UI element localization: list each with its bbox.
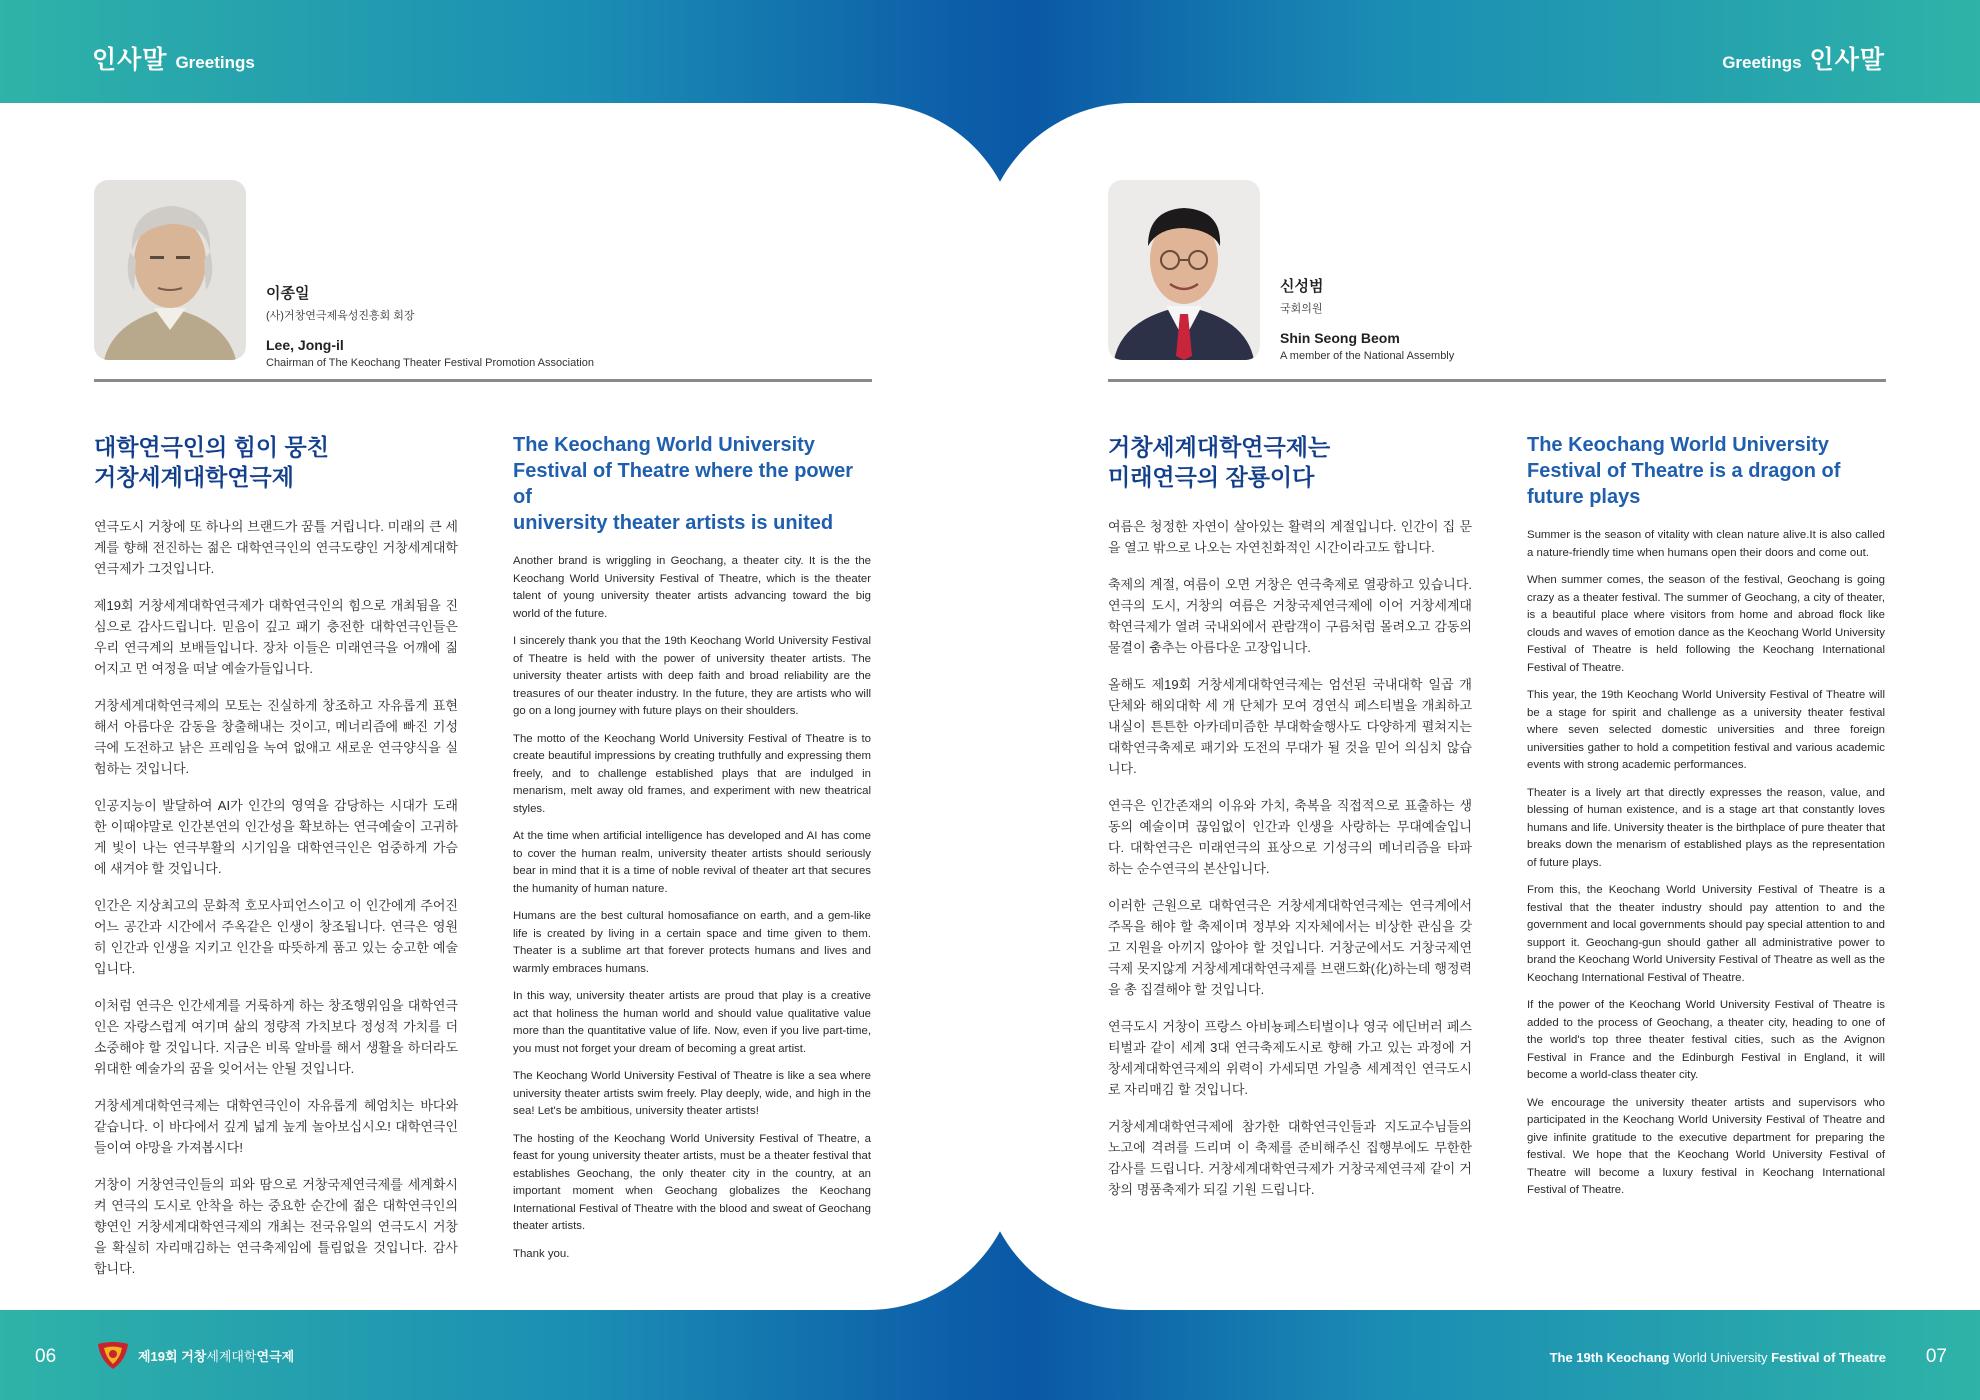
footer-logo-text: 제19회 거창세계대학연극제	[138, 1348, 295, 1364]
left-en-heading	[513, 432, 871, 536]
right-en-paragraph: We encourage the university theater artists and supervisors who participated in the Keochang World University Festival of Theatre and give infinite gratitude to the executive department for preparing the festival. We hope that the Keochang World University Festival of Theatre will become a luxury festival in Keochang International Festival of Theatre.	[1527, 1096, 1885, 1196]
bio-lee	[266, 282, 594, 369]
portrait-lee-image	[94, 180, 246, 360]
page-number-left: 06	[35, 1346, 57, 1367]
footer-festival-name: The 19th Keochang World University Festival of Theatre	[1549, 1350, 1886, 1365]
right-ko-paragraph: 이러한 근원으로 대학연극은 거창세계대학연극제는 연극계에서 주목을 해야 할 축제이며 정부와 지자체에서는 비상한 관심을 갖고 지원을 아끼지 않아야 할 것입니다. 거창군에서도 거창국제연극제 못지않게 거창세계대학연극제를 브랜드화(化)하는데 행정력을 총 집결해야 할 것입니다.	[1108, 898, 1472, 997]
left-ko-paragraph: 거창세계대학연극제의 모토는 진실하게 창조하고 자유롭게 표현해서 아름다운 감동을 창출해내는 것이고, 메너리즘에 빠진 기성극에 도전하고 낡은 프레임을 녹여 없애고 새로운 연극양식을 실험하는 것입니다.	[94, 698, 458, 776]
left-ko-paragraph: 연극도시 거창에 또 하나의 브랜드가 꿈틀 거립니다. 미래의 큰 세계를 향해 전진하는 젊은 대학연극인의 연극도량인 거창세계대학연극제가 그것입니다.	[94, 519, 458, 576]
right-ko-paragraph: 연극도시 거창이 프랑스 아비뇽페스티벌이나 영국 에딘버러 페스티벌과 같이 세계 3대 연극축제도시로 향해 가고 있는 과정에 거창세계대학연극제의 위력이 가세되면 가일층 세계적인 연극도시로 자리매김 할 것입니다.	[1108, 1019, 1472, 1097]
left-ko-paragraph: 거창이 거창연극인들의 피와 땀으로 거창국제연극제를 세계화시켜 연극의 도시로 안착을 하는 중요한 순간에 젊은 대학연극인의 향연인 거창세계대학연극제의 개최는 전국유일의 연극도시 거창을 확실히 자리매김하는 연극축제임에 틀림없을 것입니다. 감사합니다.	[94, 1177, 458, 1276]
right-ko-paragraph: 거창세계대학연극제에 참가한 대학연극인들과 지도교수님들의 노고에 격려를 드리며 이 축제를 준비해주신 집행부에도 무한한 감사를 드립니다. 거창세계대학연극제가 거창국제연극제 같이 거창의 명품축제가 되길 기원 드립니다.	[1108, 1119, 1472, 1197]
left-ko-heading-line1: 대학연극인의 힘이 뭉친	[94, 434, 329, 460]
person-title-ko: 국회의원	[1280, 303, 1323, 315]
left-ko-paragraph: 거창세계대학연극제는 대학연극인이 자유롭게 헤엄치는 바다와 같습니다. 이 바다에서 깊게 넓게 높게 놀아보십시오! 대학연극인들이여 야망을 가져봅시다!	[94, 1098, 458, 1155]
right-ko-paragraph: 축제의 계절, 여름이 오면 거창은 연극축제로 열광하고 있습니다. 연극의 도시, 거창의 여름은 거창국제연극제에 이어 거창세계대학연극제가 열려 국내외에서 관람객이 구름처럼 몰려오고 감동의 물결이 춤추는 아름다운 고장입니다.	[1108, 577, 1472, 655]
right-en-heading	[1527, 432, 1885, 510]
right-ko-heading	[1108, 432, 1472, 492]
person-name-en: Shin Seong Beom	[1280, 330, 1400, 346]
right-en-heading-line2: Festival of Theatre is a dragon of	[1527, 460, 1841, 482]
left-en-paragraph: The hosting of the Keochang World University Festival of Theatre, a feast for young university theater artists, must be a theater festival that establishes Geochang, the only theater city in the country, at an important moment when Geochang globalizes the Keochang International Festival of Theatre with the blood and sweat of Geochang theater artists.	[513, 1132, 871, 1232]
header-right	[1722, 40, 1885, 76]
left-en-heading-line1: The Keochang World University	[513, 434, 815, 456]
right-en-paragraph: When summer comes, the season of the festival, Geochang is going crazy as a theater festival. The summer of Geochang, a city of theater, is a beautiful place where visitors from home and abroad flock like clouds and waves of emotion dance as the Keochang World University Festival of Theatre is held following the Keochang International Festival of Theatre.	[1527, 574, 1885, 674]
left-en-paragraph: In this way, university theater artists are proud that play is a creative act that holiness the human world and should value qualitative value more than the quantitative value of life. Now, even if you live part-time, you must not forget your dream of becoming a great artist.	[513, 990, 871, 1055]
divider-left	[94, 379, 872, 382]
right-ko-heading-line1: 거창세계대학연극제는	[1108, 434, 1331, 460]
header-right-en: Greetings	[1722, 53, 1802, 72]
right-en-paragraph: If the power of the Keochang World University Festival of Theatre is added to the process of Geochang, a theater city, heading to one of the world's top three theater festival cities, such as the Avignon Festival in France and the Edinburgh Festival in England, it will become a world-class theater city.	[1527, 999, 1885, 1081]
left-en-paragraph: The Keochang World University Festival of Theatre is like a sea where university theater artists swim freely. Play deeply, wide, and high in the sea! Let's be ambitious, university theater artists!	[513, 1070, 871, 1117]
left-en-paragraph: At the time when artificial intelligence has developed and AI has come to cover the human realm, university theater artists should seriously bear in mind that it is a time of noble revival of theater art that secures the humanity of human nature.	[513, 830, 871, 895]
left-en-paragraph: Another brand is wriggling in Geochang, a theater city. It is the the Keochang World University Festival of Theatre, which is the theater talent of young university theater artists advancing toward the big world of the future.	[513, 555, 871, 620]
right-en-heading-line3: future plays	[1527, 486, 1641, 508]
person-title-en: Chairman of The Keochang Theater Festival Promotion Association	[266, 357, 594, 369]
person-title-en: A member of the National Assembly	[1280, 350, 1455, 362]
left-ko-heading	[94, 432, 458, 492]
left-en-paragraph: I sincerely thank you that the 19th Keochang World University Festival of Theatre is held with the power of university theater artists. The university theater artists with deep faith and broad reliability are the treasures of our theater industry. In the future, they are artists who will go on a long journey with future plays on their shoulders.	[513, 635, 871, 717]
right-ko-paragraph: 여름은 청정한 자연이 살아있는 활력의 계절입니다. 인간이 집 문을 열고 밖으로 나오는 자연친화적인 시간이라고도 합니다.	[1108, 519, 1472, 555]
divider-right	[1108, 379, 1886, 382]
right-ko-paragraph: 올해도 제19회 거창세계대학연극제는 엄선된 국내대학 일곱 개 단체와 해외대학 세 개 단체가 모여 경연식 페스티벌을 개최하고 내실이 튼튼한 아카데미즘한 부대학술행사도 다양하게 펼쳐지는 대학연극축제로 패기와 도전의 무대가 될 것을 믿어 의심치 않습니다.	[1108, 677, 1472, 776]
left-ko-paragraph: 인간은 지상최고의 문화적 호모사피언스이고 이 인간에게 주어진 어느 공간과 시간에서 주옥같은 인생이 창조됩니다. 연극은 영원히 인간과 인생을 지키고 인간을 따뜻하게 품고 있는 숭고한 예술입니다.	[94, 898, 458, 976]
header-left-en: Greetings	[175, 53, 255, 72]
left-ko-paragraph: 이처럼 연극은 인간세계를 거룩하게 하는 창조행위임을 대학연극인은 자랑스럽게 여기며 삶의 정량적 가치보다 정성적 가치를 더 소중해야 할 것입니다. 지금은 비록 알바를 해서 생활을 하더라도 위대한 예술가의 꿈을 잊어서는 안될 것입니다.	[94, 998, 458, 1076]
left-en-paragraph: Thank you.	[513, 1247, 570, 1260]
header-left	[92, 40, 255, 76]
page-number-right: 07	[1925, 1346, 1947, 1367]
left-en-heading-line2: Festival of Theatre where the power of	[513, 460, 854, 508]
right-ko-heading-line2: 미래연극의 잠룡이다	[1108, 464, 1315, 490]
left-en-paragraph: The motto of the Keochang World University Festival of Theatre is to create beautiful impressions by creating truthfully and expressing them freely, and to challenge established plays that are indulged in menarism, melt away old frames, and experiment with new theatrical styles.	[513, 732, 871, 815]
header-right-ko: 인사말	[1809, 46, 1885, 74]
right-ko-paragraph: 연극은 인간존재의 이유와 가치, 축복을 직접적으로 표출하는 생동의 예술이며 끊임없이 인간과 인생을 사랑하는 무대예술입니다. 대학연극은 미래연극의 표상으로 기성극의 메너리즘을 타파하는 순수연극의 본산입니다.	[1108, 798, 1472, 876]
person-name-ko: 이종일	[266, 285, 310, 302]
right-en-paragraph: This year, the 19th Keochang World University Festival of Theatre will be a stage for spirit and challenge as a university theater festival where seven selected domestic universities and three foreign universities gather to hold a competition festival and various academic events with strong academic performances.	[1527, 689, 1885, 771]
right-en-paragraph: From this, the Keochang World University Festival of Theatre is a festival that the theater industry should pay attention to and the government and local governments should pay special attention to and support it. Geochang-gun should gather all administrative power to brand the Keochang World University Festival of Theatre as well as the Keochang International Festival of Theatre.	[1527, 884, 1885, 984]
left-english-column	[513, 432, 871, 1273]
portrait-lee-jong-il	[94, 180, 246, 360]
right-en-paragraph: Summer is the season of vitality with clean nature alive.It is also called a nature-friendly time when humans open their doors and come out.	[1527, 529, 1885, 559]
left-en-paragraph: Humans are the best cultural homosafiance on earth, and a gem-like life is created by living in a certain space and time given to them. Theater is a sublime art that forever protects humans and lives and warmly embraces humans.	[513, 910, 871, 975]
right-korean-column	[1108, 432, 1472, 1216]
footer-logo	[96, 1340, 294, 1370]
left-ko-paragraph: 인공지능이 발달하여 AI가 인간의 영역을 감당하는 시대가 도래한 이때야말로 인간본연의 인간성을 확보하는 연극예술이 고귀하게 빛이 나는 연극부활의 시기임을 대학연극인은 엄중하게 가슴에 새겨야 할 것입니다.	[94, 798, 458, 876]
person-name-ko: 신성범	[1280, 278, 1324, 295]
portrait-shin-image	[1108, 180, 1260, 360]
header-left-ko: 인사말	[92, 46, 168, 74]
bio-shin	[1280, 275, 1454, 362]
left-ko-paragraph: 제19회 거창세계대학연극제가 대학연극인의 힘으로 개최됨을 진심으로 감사드립니다. 믿음이 깊고 패기 충전한 대학연극인들은 우리 연극계의 보배들입니다. 장차 이들은 미래연극을 어깨에 짊어지고 먼 여정을 떠날 예술가들입니다.	[94, 598, 458, 676]
left-en-heading-line3: university theater artists is united	[513, 512, 834, 534]
left-ko-heading-line2: 거창세계대학연극제	[94, 464, 294, 490]
left-korean-column	[94, 432, 458, 1295]
portrait-shin-seong-beom	[1108, 180, 1260, 360]
right-en-paragraph: Theater is a lively art that directly expresses the reason, value, and blessing of human existence, and is a stage art that constantly loves humans and life. University theater is the birthplace of pure theater that breaks down the menarism of established plays as the representation of future plays.	[1527, 786, 1885, 869]
person-title-ko: (사)거창연극제육성진흥회 회장	[266, 310, 415, 322]
right-en-heading-line1: The Keochang World University	[1527, 434, 1829, 456]
right-english-column	[1527, 432, 1885, 1210]
festival-emblem-icon	[96, 1340, 130, 1370]
person-name-en: Lee, Jong-il	[266, 337, 344, 353]
